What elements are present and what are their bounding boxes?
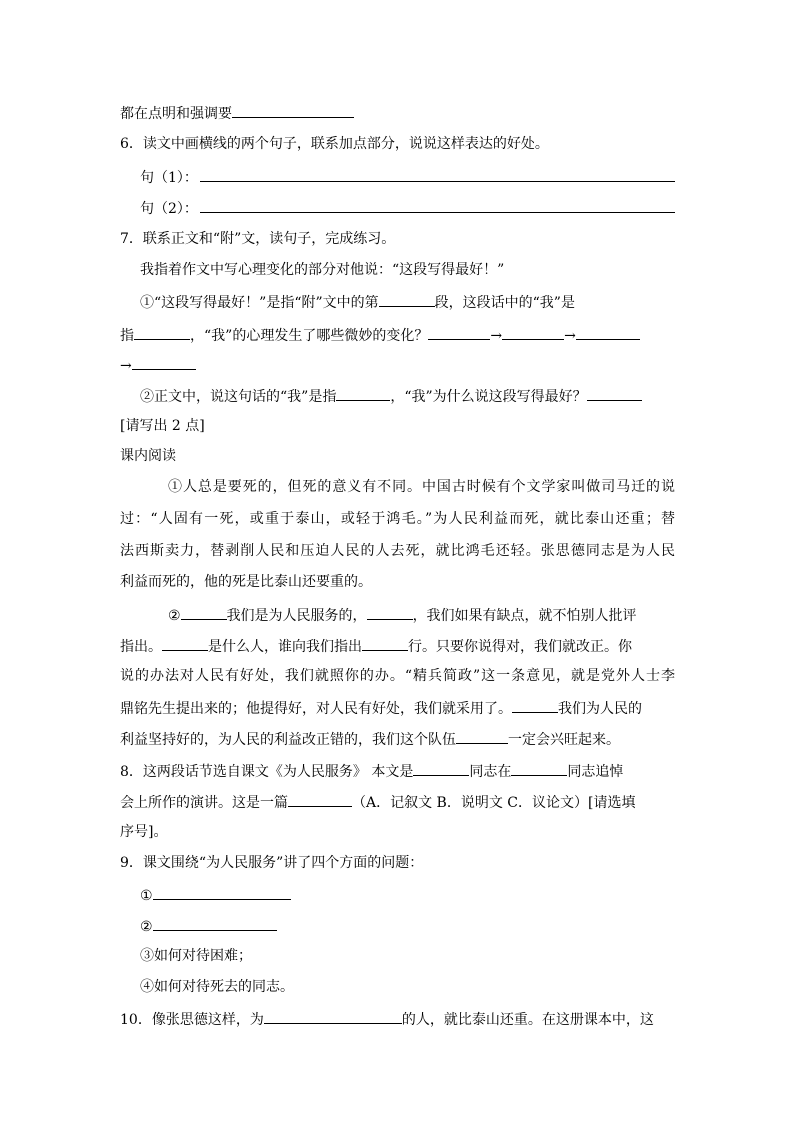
answer-blank[interactable] [132,350,196,370]
answer-blank[interactable] [153,880,291,900]
passage-p2-line-2: 指出。 是什么人，谁向我们指出 行。只要你说得对，我们就改正。你 [120,631,675,659]
q5-tail: 都在点明和强调要 [120,98,675,126]
q6-sentence-2: 句（2）： [140,193,675,221]
answer-blank[interactable] [362,631,408,651]
answer-blank[interactable] [576,320,640,340]
passage-p2-line-3: 说的办法对人民有好处，我们就照你的办。“精兵简政”这一条意见，就是党外人士李 [120,668,675,684]
q7-prompt: 7．联系正文和“附”文，读句子，完成练习。 [120,231,396,247]
q6-sentence-1: 句（1）： [140,162,675,190]
answer-blank[interactable] [200,193,675,213]
answer-blank[interactable] [134,320,190,340]
q6-prompt: 6．读文中画横线的两个句子，联系加点部分，说说这样表达的好处。 [120,136,549,152]
q7-item-2-note: [请写出 2 点] [120,418,205,434]
q8-line-1: 8．这两段话节选自课文《为人民服务》 本文是 同志在 同志追悼 [120,756,675,784]
q7-quote: 我指着作文中写心理变化的部分对他说：“这段写得最好！” [140,262,505,278]
answer-blank[interactable] [511,756,567,776]
q8-line-3: 序号]。 [120,824,168,840]
q8-line-2: 会上所作的演讲。这是一篇 （A．记叙文 B．说明文 C．议论文）[请选填 [120,787,675,815]
answer-blank[interactable] [181,600,227,620]
passage-p1-line-3: 法西斯卖力，替剥削人民和压迫人民的人去死，就比鸿毛还轻。张思德同志是为人民 [120,543,675,559]
answer-blank[interactable] [153,911,277,931]
answer-blank[interactable] [456,724,508,744]
answer-blank[interactable] [288,787,352,807]
answer-blank[interactable] [502,320,564,340]
answer-blank[interactable] [336,381,390,401]
q9-item-4: ④如何对待死去的同志。 [140,979,294,995]
q7-item-1-line-2: 指 ，“我”的心理发生了哪些微妙的变化？ → → [120,320,675,348]
q7-item-1-line-1: ①“这段写得最好！”是指“附”文中的第 段，这段话中的“我”是 [140,287,675,315]
q7-item-2-line-1: ②正文中，说这句话的“我”是指 ，“我”为什么说这段写得最好？ [140,381,675,409]
answer-blank[interactable] [428,320,490,340]
section-heading: 课内阅读 [120,448,176,464]
q7-item-1-line-3: → [120,350,675,378]
q9-item-3: ③如何对待困难； [140,948,252,964]
answer-blank[interactable] [512,693,558,713]
q10-line-1: 10．像张思德这样，为 的人，就比泰山还重。在这册课本中，这 [120,1004,675,1032]
answer-blank[interactable] [367,600,413,620]
answer-blank[interactable] [413,756,469,776]
passage-p2-line-4: 鼎铭先生提出来的；他提得好，对人民有好处，我们就采用了。 我们为人民的 [120,693,675,721]
passage-p2-line-1: ② 我们是为人民服务的， ，我们如果有缺点，就不怕别人批评 [168,600,675,628]
answer-blank[interactable] [264,1004,402,1024]
passage-p1-line-4: 利益而死的，他的死是比泰山还要重的。 [120,574,372,590]
passage-p1-line-2: 过：“人固有一死，或重于泰山，或轻于鸿毛。”为人民利益而死，就比泰山还重；替 [120,511,675,527]
passage-p2-line-5: 利益坚持好的，为人民的利益改正错的，我们这个队伍 一定会兴旺起来。 [120,724,675,752]
answer-blank[interactable] [379,287,435,307]
answer-blank[interactable] [587,381,642,401]
answer-blank[interactable] [200,162,675,182]
answer-blank[interactable] [162,631,208,651]
q9-item-2: ② [140,911,675,939]
q9-item-1: ① [140,880,675,908]
q9-prompt: 9．课文围绕“为人民服务”讲了四个方面的问题： [120,855,424,871]
passage-p1-line-1: ①人总是要死的，但死的意义有不同。中国古时候有个文学家叫做司马迁的说 [168,479,675,495]
answer-blank[interactable] [232,98,354,118]
